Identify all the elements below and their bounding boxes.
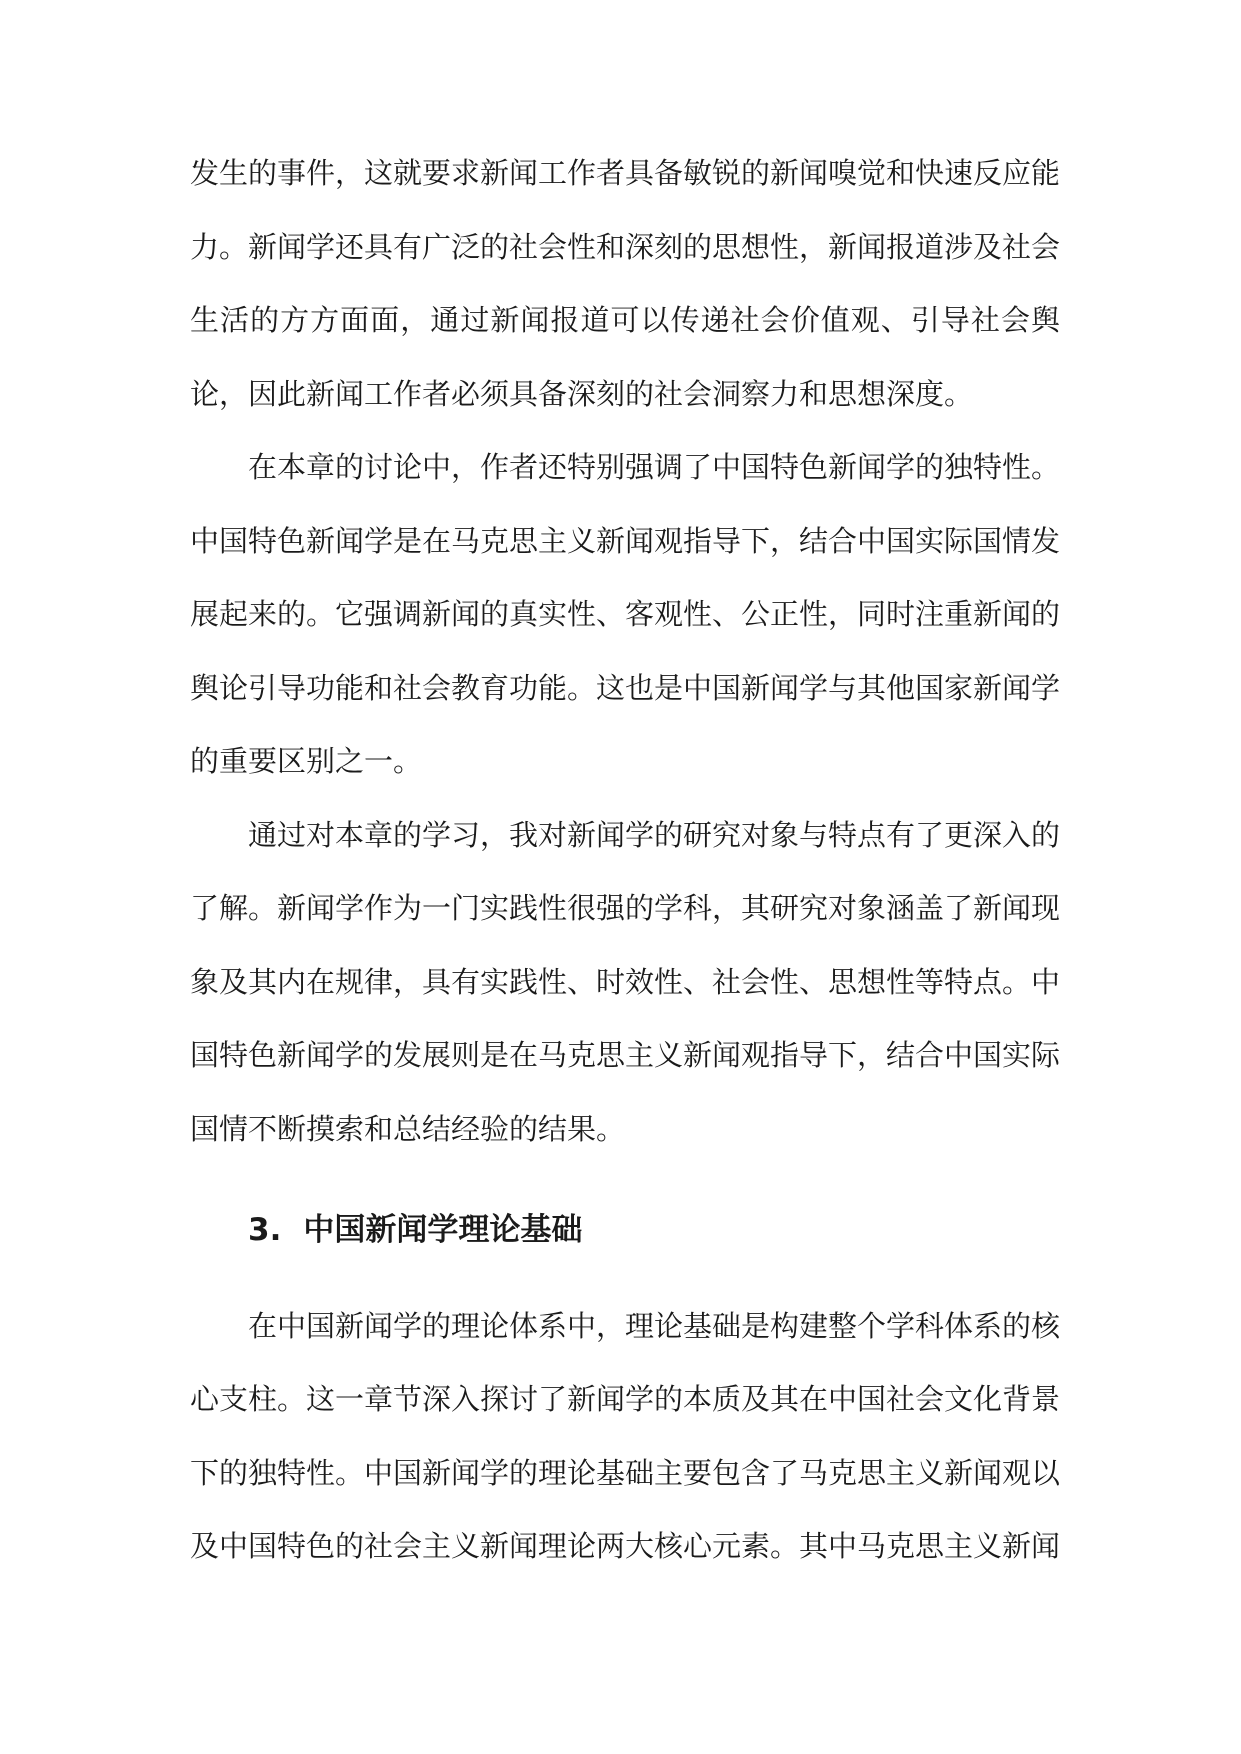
paragraph-continued: 发生的事件，这就要求新闻工作者具备敏锐的新闻嗅觉和快速反应能力。新闻学还具有广泛的社会性和深刻的思想性，新闻报道涉及社会生活的方方面面，通过新闻报道可以传递社会价值观、引导社会舆论，因此新闻工作者必须具备深刻的社会洞察力和思想深度。: [190, 156, 1061, 411]
section-title: 中国新闻学理论基础: [303, 1212, 583, 1248]
section-heading: [190, 1194, 1060, 1268]
document-body: [190, 137, 1060, 1584]
paragraph-theory-foundation: 在中国新闻学的理论体系中，理论基础是构建整个学科体系的核心支柱。这一章节深入探讨了新闻学的本质及其在中国社会文化背景下的独特性。中国新闻学的理论基础主要包含了马克思主义新闻观以及中国特色的社会主义新闻理论两大核心元素。其中马克思主义新闻: [190, 1308, 1061, 1563]
paragraph-chinese-journalism-uniqueness: 在本章的讨论中，作者还特别强调了中国特色新闻学的独特性。中国特色新闻学是在马克思主义新闻观指导下，结合中国实际国情发展起来的。它强调新闻的真实性、客观性、公正性，同时注重新闻的舆论引导功能和社会教育功能。这也是中国新闻学与其他国家新闻学的重要区别之一。: [190, 450, 1061, 778]
paragraph-chapter-summary: 通过对本章的学习，我对新闻学的研究对象与特点有了更深入的了解。新闻学作为一门实践性很强的学科，其研究对象涵盖了新闻现象及其内在规律，具有实践性、时效性、社会性、思想性等特点。中国特色新闻学的发展则是在马克思主义新闻观指导下，结合中国实际国情不断摸索和总结经验的结果。: [190, 817, 1061, 1146]
section-number: 3.: [248, 1212, 282, 1248]
